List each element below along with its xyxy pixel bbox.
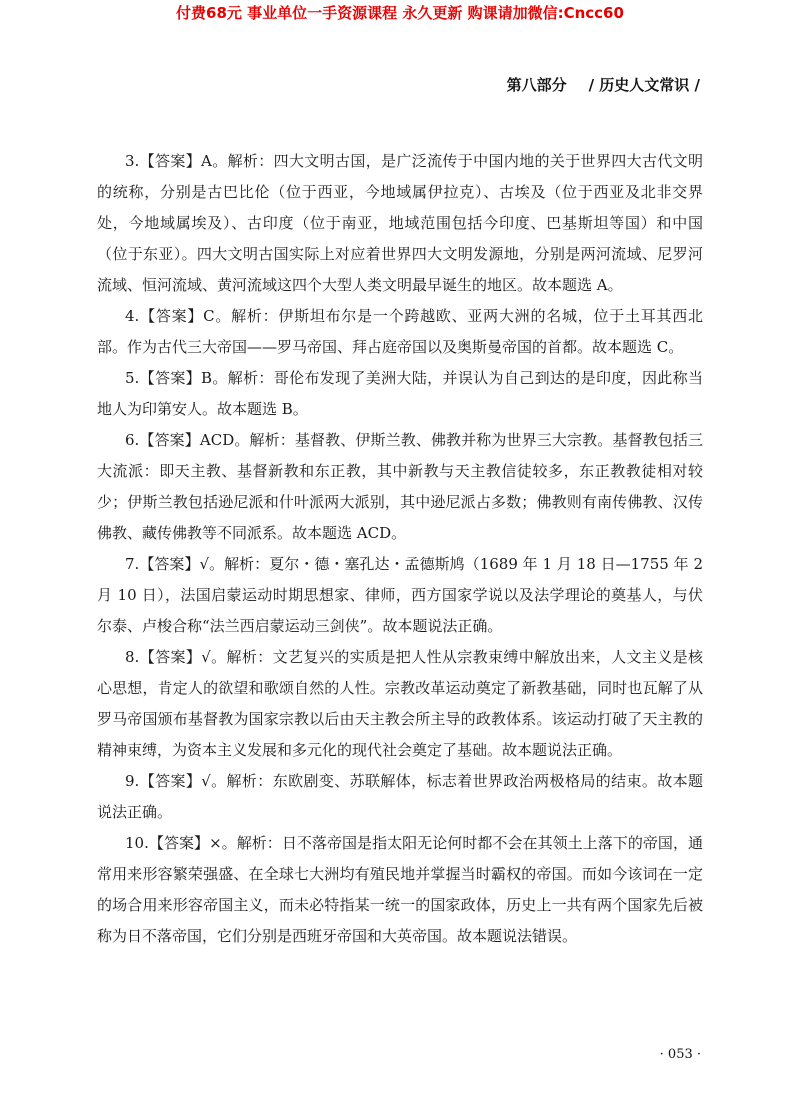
promo-banner: 付费68元 事业单位一手资源课程 永久更新 购课请加微信:Cncc60 (176, 4, 624, 22)
answer-paragraph-6: 6.【答案】ACD。解析：基督教、伊斯兰教、佛教并称为世界三大宗教。基督教包括三大流派：即天主教、基督新教和东正教，其中新教与天主教信徒较多，东正教教徒相对较少；伊斯兰教包括逊尼派和什叶派两大派别，其中逊尼派占多数；佛教则有南传佛教、汉传佛教、藏传佛教等不同派系。故本题选 ACD。 (97, 431, 703, 542)
page-number: · 053 · (659, 1047, 701, 1062)
answer-paragraph-9: 9.【答案】√。解析：东欧剧变、苏联解体，标志着世界政治两极格局的结束。故本题说法正确。 (97, 772, 703, 821)
answer-paragraph-5: 5.【答案】B。解析：哥伦布发现了美洲大陆，并误认为自己到达的是印度，因此称当地人为印第安人。故本题选 B。 (97, 369, 703, 418)
answer-paragraph-7: 7.【答案】√。解析：夏尔・德・塞孔达・孟德斯鸠（1689 年 1 月 18 日—1755 年 2 月 10 日），法国启蒙运动时期思想家、律师，西方国家学说以及法学理论的奠基人，与伏尔泰、卢梭合称“法兰西启蒙运动三剑侠”。故本题说法正确。 (97, 555, 703, 635)
header-part: 第八部分 (506, 76, 567, 94)
header-section: / 历史人文常识 / (588, 76, 700, 94)
running-header (507, 74, 700, 95)
answer-paragraph-3: 3.【答案】A。解析：四大文明古国，是广泛流传于中国内地的关于世界四大古代文明的统称，分别是古巴比伦（位于西亚，今地域属伊拉克）、古埃及（位于西亚及北非交界处，今地域属埃及）、古印度（位于南亚，地域范围包括今印度、巴基斯坦等国）和中国（位于东亚）。四大文明古国实际上对应着世界四大文明发源地，分别是两河流域、尼罗河流域、恒河流域、黄河流域这四个大型人类文明最早诞生的地区。故本题选 A。 (97, 152, 703, 294)
answer-content (97, 146, 703, 952)
answer-paragraph-8: 8.【答案】√。解析：文艺复兴的实质是把人性从宗教束缚中解放出来，人文主义是核心思想，肯定人的欲望和歌颂自然的人性。宗教改革运动奠定了新教基础，同时也瓦解了从罗马帝国颁布基督教为国家宗教以后由天主教会所主导的政教体系。该运动打破了天主教的精神束缚，为资本主义发展和多元化的现代社会奠定了基础。故本题说法正确。 (97, 648, 703, 759)
answer-paragraph-10: 10.【答案】×。解析：日不落帝国是指太阳无论何时都不会在其领土上落下的帝国，通常用来形容繁荣强盛、在全球七大洲均有殖民地并掌握当时霸权的帝国。而如今该词在一定的场合用来形容帝国主义，而未必特指某一统一的国家政体，历史上一共有两个国家先后被称为日不落帝国，它们分别是西班牙帝国和大英帝国。故本题说法错误。 (97, 834, 703, 945)
answer-paragraph-4: 4.【答案】C。解析：伊斯坦布尔是一个跨越欧、亚两大洲的名城，位于土耳其西北部。作为古代三大帝国——罗马帝国、拜占庭帝国以及奥斯曼帝国的首都。故本题选 C。 (97, 307, 703, 356)
